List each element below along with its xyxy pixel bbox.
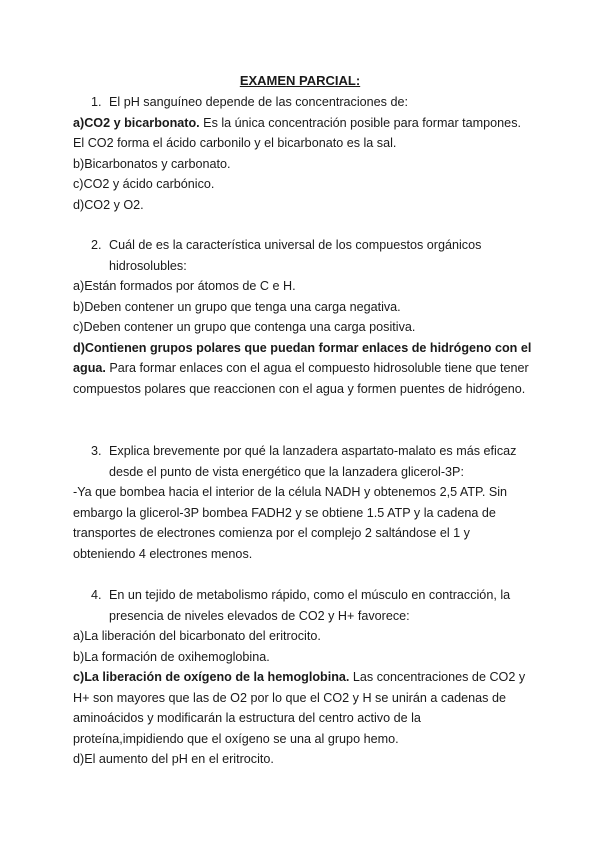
q4-option-c (73, 667, 535, 749)
question-4-prompt (73, 585, 535, 626)
question-1-text: El pH sanguíneo depende de las concentraciones de: (109, 95, 408, 109)
q4-option-c-text: Las concentraciones de CO2 y H+ son mayores que las de O2 por lo que el CO2 y H se unirán a cadenas de aminoácidos y modificarán la estructura del centro activo de la proteína,impidiendo que el oxígeno se una al grupo hemo. (73, 670, 526, 746)
exam-title: EXAMEN PARCIAL: (239, 73, 361, 88)
q1-option-c: c)CO2 y ácido carbónico. (73, 177, 215, 191)
question-3 (73, 441, 535, 564)
q2-option-d-bold: d)Contienen grupos polares que puedan formar enlaces de hidrógeno con el agua. (73, 340, 532, 375)
question-2-prompt (73, 235, 535, 276)
q2-option-d (73, 338, 535, 400)
q4-option-d: d)El aumento del pH en el eritrocito. (73, 752, 274, 766)
question-3-text: Explica brevemente por qué la lanzadera aspartato-malato es más eficaz desde el punto de vista energético que la lanzadera glicerol-3P: (109, 444, 517, 479)
q2-option-b: b)Deben contener un grupo que tenga una carga negativa. (73, 299, 401, 314)
question-2 (73, 235, 535, 399)
q4-option-b: b)La formación de oxihemoglobina. (73, 649, 270, 664)
q4-option-c-bold: c)La liberación de oxígeno de la hemoglobina. (73, 670, 350, 684)
q1-option-d: d)CO2 y O2. (73, 197, 144, 212)
question-2-number: 2. (91, 238, 102, 252)
q1-option-b: b)Bicarbonatos y carbonato. (73, 156, 231, 171)
question-3-number: 3. (91, 444, 102, 458)
question-4-text: En un tejido de metabolismo rápido, como el músculo en contracción, la presencia de niveles elevados de CO2 y H+ favorece: (109, 588, 511, 623)
question-2-text: Cuál de es la característica universal de los compuestos orgánicos hidrosolubles: (109, 238, 482, 273)
question-3-prompt (73, 441, 535, 482)
q1-option-a-text: Es la única concentración posible para formar tampones. El CO2 forma el ácido carbonilo y el bicarbonato es la sal. (73, 115, 521, 150)
q4-option-a: a)La liberación del bicarbonato del eritrocito. (73, 629, 321, 643)
q3-answer: -Ya que bombea hacia el interior de la célula NADH y obtenemos 2,5 ATP. Sin embargo la glicerol-3P bombea FADH2 y se obtiene 1.5 ATP y la cadena de transportes de electrones comienza por el complejo 2 saltándose el 1 y obteniendo 4 electrones menos. (73, 485, 508, 561)
question-1-prompt (73, 92, 535, 113)
question-1-number: 1. (91, 95, 102, 109)
q1-option-a (73, 113, 535, 154)
question-1 (73, 92, 535, 215)
q2-option-a: a)Están formados por átomos de C e H. (73, 279, 296, 293)
q1-option-a-bold: a)CO2 y bicarbonato. (73, 115, 200, 130)
q2-option-d-text: Para formar enlaces con el agua el compuesto hidrosoluble tiene que tener compuestos polares que reaccionen con el agua y formen puentes de hidrógeno. (73, 361, 529, 396)
q2-option-c: c)Deben contener un grupo que contenga una carga positiva. (73, 320, 416, 334)
question-4-number: 4. (91, 588, 102, 602)
question-4 (73, 585, 535, 770)
